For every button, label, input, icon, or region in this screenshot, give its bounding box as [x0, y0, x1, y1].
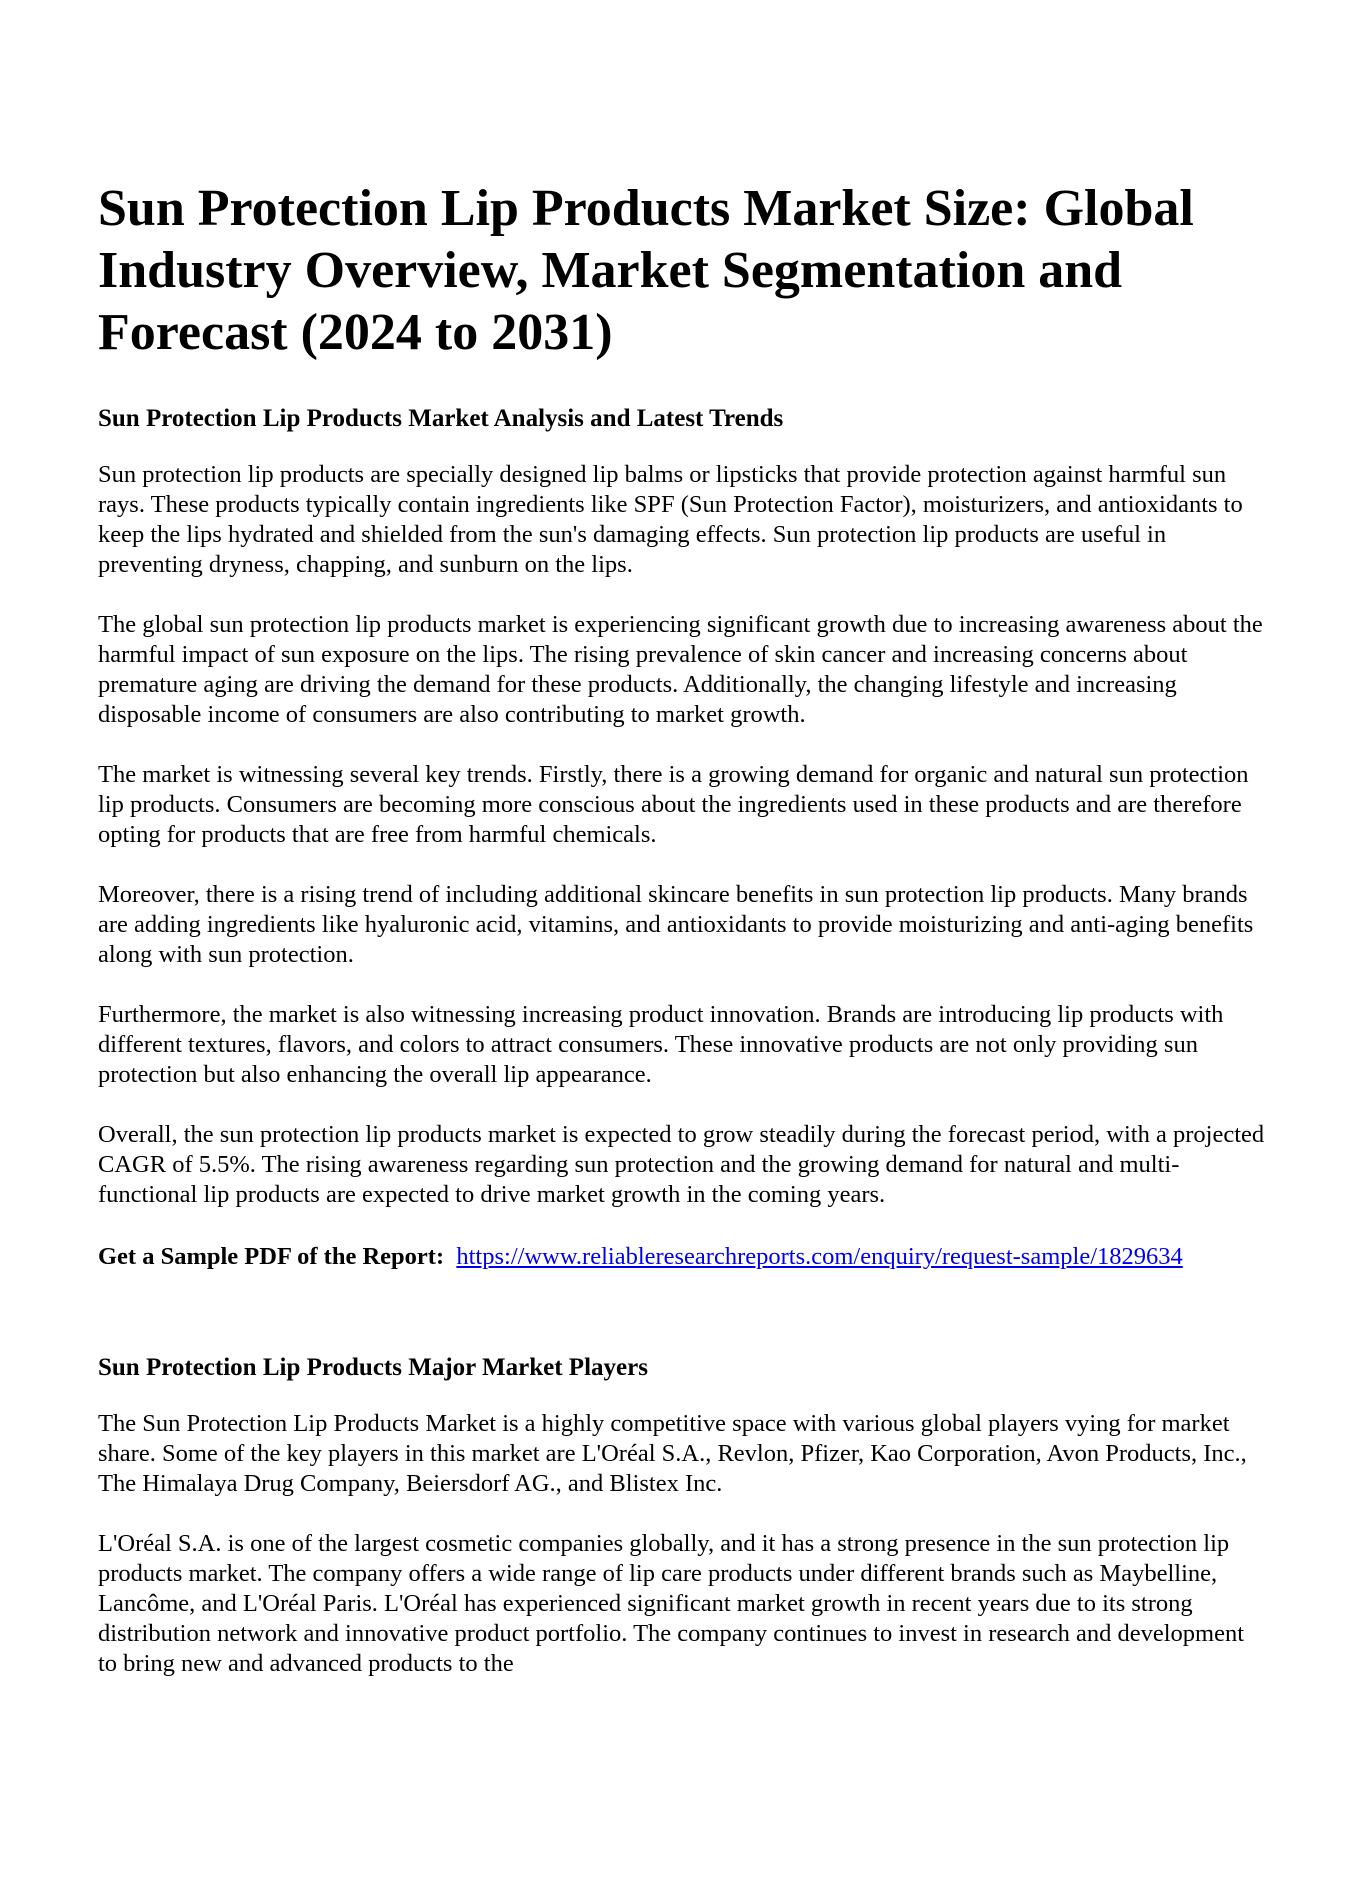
paragraph-trends: The market is witnessing several key trends. Firstly, there is a growing demand for organic and natural sun protection lip products. Consumers are becoming more conscious about the ingredients used in these products and are therefore opting for products that are free from harmful chemicals.	[98, 761, 1249, 848]
document-title: Sun Protection Lip Products Market Size: Global Industry Overview, Market Segmentation and Forecast (2024 to 2031)	[98, 180, 1194, 361]
section-heading-analysis: Sun Protection Lip Products Market Analysis and Latest Trends	[98, 405, 784, 432]
section-heading-players: Sun Protection Lip Products Major Market Players	[98, 1354, 648, 1381]
paragraph-skincare: Moreover, there is a rising trend of including additional skincare benefits in sun protection lip products. Many brands are adding ingredients like hyaluronic acid, vitamins, and antioxidants to provide moisturizing and anti-aging benefits along with sun protection.	[98, 881, 1254, 968]
paragraph-overall: Overall, the sun protection lip products market is expected to grow steadily during the forecast period, with a projected CAGR of 5.5%. The rising awareness regarding sun protection and the growing demand for natural and multi-functional lip products are expected to drive market growth in the coming years.	[98, 1121, 1265, 1208]
sample-pdf-label: Get a Sample PDF of the Report:	[98, 1243, 445, 1270]
paragraph-definition: Sun protection lip products are specially designed lip balms or lipsticks that provide protection against harmful sun rays. These products typically contain ingredients like SPF (Sun Protection Factor), moisturizers, and antioxidants to keep the lips hydrated and shielded from the sun's damaging effects. Sun protection lip products are useful in preventing dryness, chapping, and sunburn on the lips.	[98, 461, 1243, 578]
sample-pdf-line	[98, 1242, 1268, 1272]
section-players	[98, 1353, 1268, 1679]
document-page	[98, 178, 1268, 1679]
paragraph-innovation: Furthermore, the market is also witnessing increasing product innovation. Brands are introducing lip products with different textures, flavors, and colors to attract consumers. These innovative products are not only providing sun protection but also enhancing the overall lip appearance.	[98, 1001, 1224, 1088]
paragraph-loreal: L'Oréal S.A. is one of the largest cosmetic companies globally, and it has a strong presence in the sun protection lip products market. The company offers a wide range of lip care products under different brands such as Maybelline, Lancôme, and L'Oréal Paris. L'Oréal has experienced significant market growth in recent years due to its strong distribution network and innovative product portfolio. The company continues to invest in research and development to bring new and advanced products to the	[98, 1530, 1245, 1677]
paragraph-players-overview: The Sun Protection Lip Products Market is a highly competitive space with various global players vying for market share. Some of the key players in this market are L'Oréal S.A., Revlon, Pfizer, Kao Corporation, Avon Products, Inc., The Himalaya Drug Company, Beiersdorf AG., and Blistex Inc.	[98, 1410, 1247, 1497]
paragraph-growth: The global sun protection lip products market is experiencing significant growth due to increasing awareness about the harmful impact of sun exposure on the lips. The rising prevalence of skin cancer and increasing concerns about premature aging are driving the demand for these products. Additionally, the changing lifestyle and increasing disposable income of consumers are also contributing to market growth.	[98, 611, 1263, 728]
sample-pdf-link[interactable]: https://www.reliableresearchreports.com/enquiry/request-sample/1829634	[456, 1243, 1183, 1270]
